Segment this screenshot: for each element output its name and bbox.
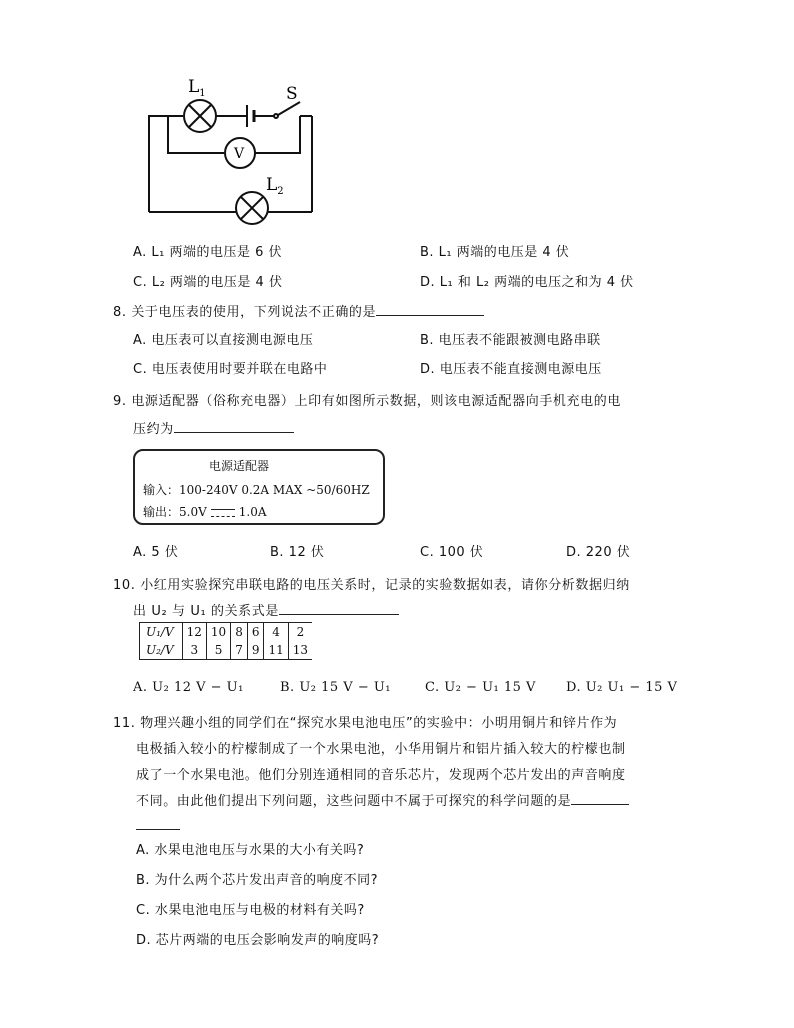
- table-cell: 12: [182, 623, 206, 642]
- q11-answer-blank-continued[interactable]: [136, 815, 180, 834]
- q9-option-d[interactable]: D. 220 伏: [566, 545, 631, 560]
- row-label-u2: U₂/V: [140, 641, 183, 660]
- q10-option-b[interactable]: B. U₂ 15 V − U₁: [280, 680, 392, 695]
- switch-label: S: [286, 84, 298, 104]
- q10-option-c[interactable]: C. U₂ − U₁ 15 V: [425, 680, 536, 695]
- q11-option-b[interactable]: B. 为什么两个芯片发出声音的响度不同?: [136, 873, 379, 888]
- q7-option-c[interactable]: C. L₂ 两端的电压是 4 伏: [133, 275, 283, 290]
- q7-option-b[interactable]: B. L₁ 两端的电压是 4 伏: [420, 245, 570, 260]
- q7-option-a[interactable]: A. L₁ 两端的电压是 6 伏: [133, 245, 283, 260]
- q10-data-table: [139, 622, 312, 660]
- circuit-diagram: [140, 72, 320, 232]
- q11-line1: 11. 物理兴趣小组的同学们在“探究水果电池电压”的实验中：小明用铜片和锌片作为: [113, 716, 618, 731]
- table-cell: 13: [288, 641, 312, 660]
- table-cell: 3: [182, 641, 206, 660]
- voltmeter-label: V: [234, 146, 245, 162]
- q11-line3: 成了一个水果电池。他们分别连通相同的音乐芯片，发现两个芯片发出的声音响度: [136, 768, 626, 783]
- q11-line4: 不同。由此他们提出下列问题，这些问题中不属于可探究的科学问题的是: [136, 790, 629, 809]
- row-label-u1: U₁/V: [140, 623, 183, 642]
- q11-option-a[interactable]: A. 水果电池电压与水果的大小有关吗?: [136, 843, 365, 858]
- q11-option-c[interactable]: C. 水果电池电压与电极的材料有关吗?: [136, 903, 365, 918]
- table-cell: 10: [206, 623, 230, 642]
- q8-option-a[interactable]: A. 电压表可以直接测电源电压: [133, 333, 314, 348]
- q8-answer-blank[interactable]: [376, 301, 484, 316]
- q10-answer-blank[interactable]: [279, 600, 399, 615]
- adapter-output-row: 输出：5.0V 1.0A: [143, 505, 267, 519]
- q10-stem-line1: 10. 小红用实验探究串联电路的电压关系时，记录的实验数据如表，请你分析数据归纳: [113, 578, 630, 593]
- table-cell: 2: [288, 623, 312, 642]
- q8-stem: 8. 关于电压表的使用，下列说法不正确的是: [113, 301, 484, 320]
- q9-answer-blank[interactable]: [174, 418, 294, 433]
- q9-stem-line1: 9. 电源适配器（俗称充电器）上印有如图所示数据，则该电源适配器向手机充电的电: [113, 394, 621, 409]
- q10-stem-line2: 出 U₂ 与 U₁ 的关系式是: [133, 600, 399, 619]
- adapter-label-box: [133, 449, 385, 525]
- table-cell: 6: [247, 623, 264, 642]
- q11-line2: 电极插入较小的柠檬制成了一个水果电池，小华用铜片和铝片插入较大的柠檬也制: [136, 742, 626, 757]
- dc-symbol-icon: [211, 509, 235, 517]
- q11-option-d[interactable]: D. 芯片两端的电压会影响发声的响度吗?: [136, 933, 380, 948]
- table-cell: 5: [206, 641, 230, 660]
- q11-answer-blank[interactable]: [571, 790, 629, 805]
- lamp-l1-label: $L_1$: [188, 77, 206, 99]
- table-cell: 9: [247, 641, 264, 660]
- adapter-title: 电源适配器: [209, 459, 270, 473]
- table-cell: 11: [264, 641, 288, 660]
- q8-option-c[interactable]: C. 电压表使用时要并联在电路中: [133, 362, 328, 377]
- table-row: [140, 623, 313, 642]
- q10-option-d[interactable]: D. U₂ U₁ − 15 V: [566, 680, 678, 695]
- q9-stem-line2: 压约为: [133, 418, 294, 437]
- q8-option-d[interactable]: D. 电压表不能直接测电源电压: [420, 362, 602, 377]
- q9-option-b[interactable]: B. 12 伏: [270, 545, 325, 560]
- table-cell: 7: [231, 641, 248, 660]
- table-cell: 4: [264, 623, 288, 642]
- q10-option-a[interactable]: A. U₂ 12 V − U₁: [133, 680, 244, 695]
- lamp-l2-label: $L_2$: [266, 175, 284, 197]
- q9-option-c[interactable]: C. 100 伏: [420, 545, 484, 560]
- q8-option-b[interactable]: B. 电压表不能跟被测电路串联: [420, 333, 601, 348]
- table-row: [140, 641, 313, 660]
- adapter-input-row: 输入：100-240V 0.2A MAX ~50/60HZ: [143, 483, 370, 497]
- q7-option-d[interactable]: D. L₁ 和 L₂ 两端的电压之和为 4 伏: [420, 275, 634, 290]
- q9-option-a[interactable]: A. 5 伏: [133, 545, 179, 560]
- table-cell: 8: [231, 623, 248, 642]
